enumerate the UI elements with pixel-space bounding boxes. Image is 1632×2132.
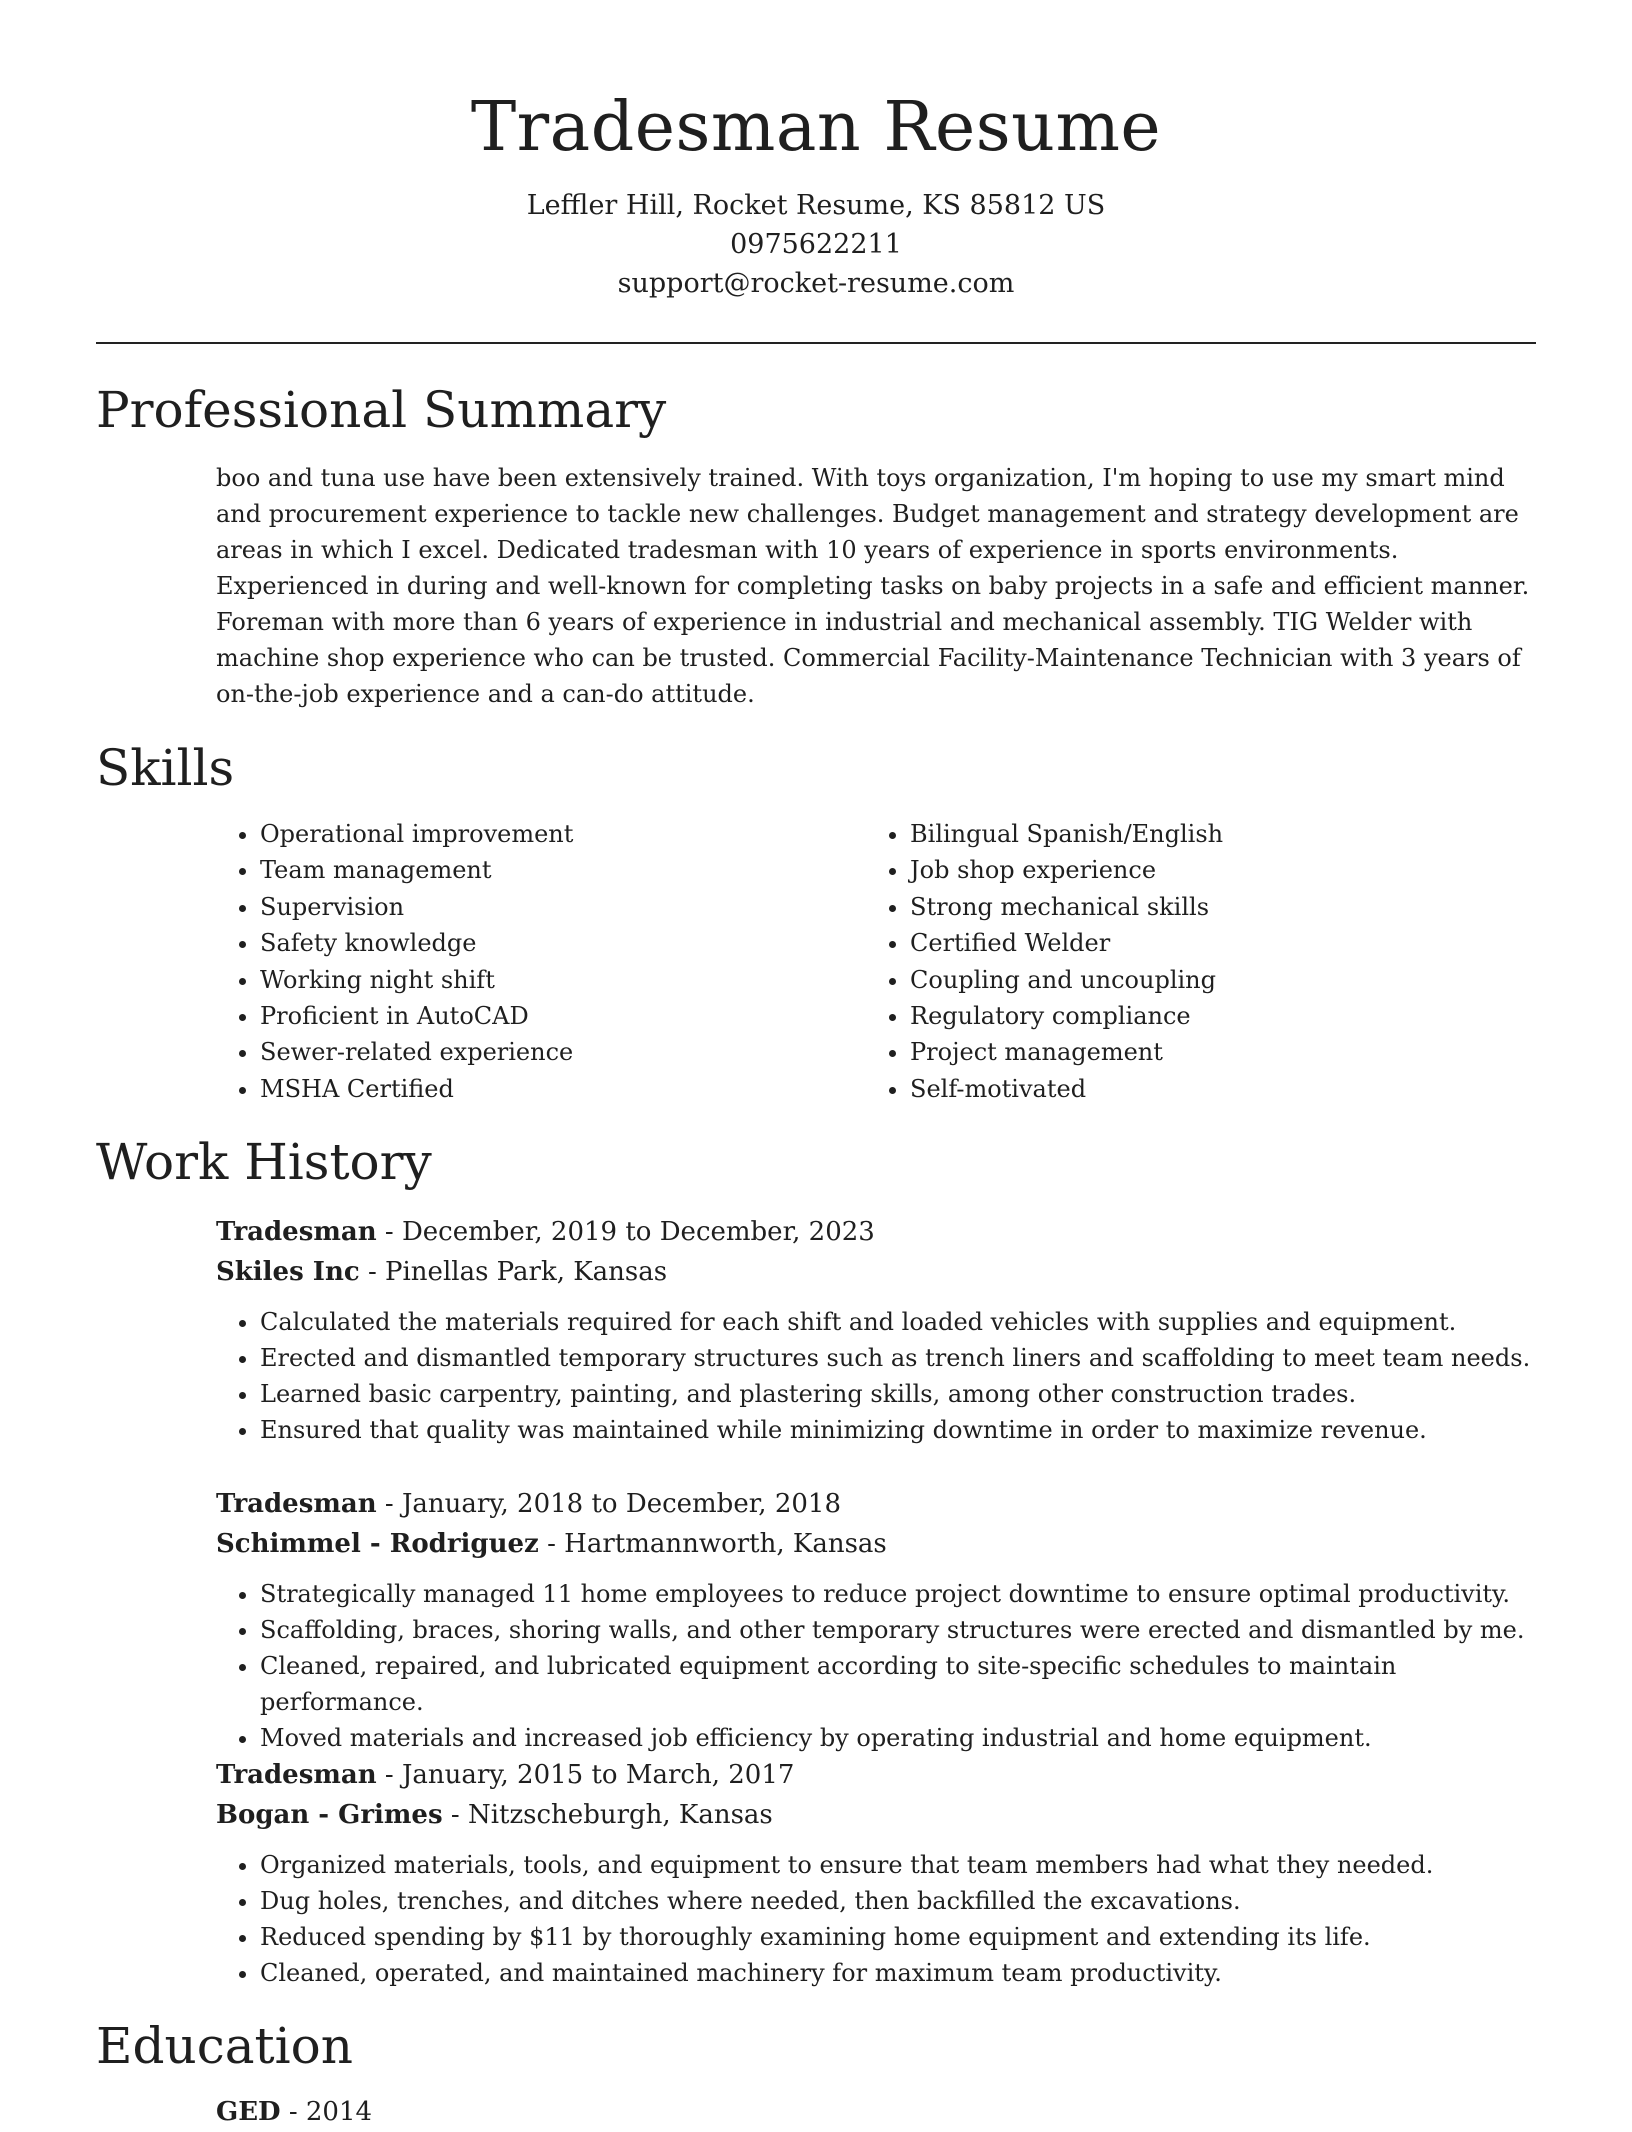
skill-item: • Strong mechanical skills: [910, 889, 1516, 925]
job-title: Tradesman: [216, 1217, 377, 1247]
skill-item: • Self-motivated: [910, 1071, 1516, 1107]
job-company: Skiles Inc: [216, 1257, 360, 1287]
job-bullet: • Moved materials and increased job efficiency by operating industrial and home equipment.: [260, 1720, 1536, 1756]
job-bullet: • Strategically managed 11 home employees to reduce project downtime to ensure optimal productivity.: [260, 1576, 1536, 1612]
summary-heading: Professional Summary: [96, 381, 667, 439]
job-company-line: [216, 1795, 1536, 1835]
contact-block: [0, 186, 1632, 303]
job-bullets: [216, 1576, 1536, 1756]
education-heading: Education: [96, 2017, 353, 2075]
job-bullets: [216, 1304, 1536, 1448]
job-bullet: • Organized materials, tools, and equipment to ensure that team members had what they needed.: [260, 1847, 1536, 1883]
skill-item: • Working night shift: [260, 962, 866, 998]
job-bullet: • Dug holes, trenches, and ditches where needed, then backfilled the excavations.: [260, 1883, 1536, 1919]
work-history-heading: Work History: [96, 1133, 432, 1191]
job-title-line: [216, 1484, 1536, 1524]
skill-item: • Coupling and uncoupling: [910, 962, 1516, 998]
job-company-line: [216, 1252, 1536, 1292]
skill-item: • Job shop experience: [910, 852, 1516, 888]
skill-item: • Proficient in AutoCAD: [260, 998, 866, 1034]
job-bullet: • Reduced spending by $11 by thoroughly examining home equipment and extending its life.: [260, 1919, 1536, 1955]
job-bullet: • Scaffolding, braces, shoring walls, and other temporary structures were erected and dismantled by me.: [260, 1612, 1536, 1648]
skill-item: • Bilingual Spanish/English: [910, 816, 1516, 852]
job-title-line: [216, 1212, 1536, 1252]
job-bullet: • Ensured that quality was maintained while minimizing downtime in order to maximize revenue.: [260, 1412, 1536, 1448]
job-dates: - January, 2015 to March, 2017: [376, 1760, 795, 1790]
job-entry: [216, 1755, 1536, 1991]
skills-column-right: [866, 816, 1516, 1107]
skill-item: • Regulatory compliance: [910, 998, 1516, 1034]
job-location: - Nitzscheburgh, Kansas: [442, 1800, 773, 1830]
skills-list: [216, 816, 1536, 1107]
skill-item: • MSHA Certified: [260, 1071, 866, 1107]
job-bullet: • Cleaned, operated, and maintained machinery for maximum team productivity.: [260, 1955, 1536, 1991]
skill-item: • Safety knowledge: [260, 925, 866, 961]
address: Leffler Hill, Rocket Resume, KS 85812 US: [526, 190, 1106, 221]
education-year: - 2014: [280, 2097, 373, 2127]
job-bullets: [216, 1847, 1536, 1991]
skill-item: • Supervision: [260, 889, 866, 925]
job-bullet: • Cleaned, repaired, and lubricated equipment according to site-specific schedules to maintain performance.: [260, 1648, 1536, 1720]
skill-item: • Operational improvement: [260, 816, 866, 852]
job-dates: - January, 2018 to December, 2018: [376, 1489, 841, 1519]
skill-item: • Certified Welder: [910, 925, 1516, 961]
skill-item: • Team management: [260, 852, 866, 888]
job-bullet: • Learned basic carpentry, painting, and plastering skills, among other construction trades.: [260, 1376, 1536, 1412]
job-location: - Hartmannworth, Kansas: [538, 1529, 887, 1559]
education-degree: GED: [216, 2097, 281, 2127]
summary-text: boo and tuna use have been extensively trained. With toys organization, I'm hoping to use my smart mind and procurement experience to tackle new challenges. Budget management and strategy development are areas in which I excel. Dedicated tradesman with 10 years of experience in sports environments. Experienced in during and well-known for completing tasks on baby projects in a safe and efficient manner. Foreman with more than 6 years of experience in industrial and mechanical assembly. TIG Welder with machine shop experience who can be trusted. Commercial Facility-Maintenance Technician with 3 years of on-the-job experience and a can-do attitude.: [216, 464, 1530, 708]
job-dates: - December, 2019 to December, 2023: [376, 1217, 875, 1247]
skills-heading: Skills: [96, 739, 235, 797]
job-location: - Pinellas Park, Kansas: [359, 1257, 668, 1287]
skills-column-left: [216, 816, 866, 1107]
job-company: Bogan - Grimes: [216, 1800, 443, 1830]
skill-item: • Project management: [910, 1034, 1516, 1070]
job-entry: [216, 1212, 1536, 1448]
job-company-line: [216, 1524, 1536, 1564]
resume-header: [0, 0, 1632, 303]
skill-item: • Sewer-related experience: [260, 1034, 866, 1070]
job-bullet: • Erected and dismantled temporary structures such as trench liners and scaffolding to meet team needs.: [260, 1340, 1536, 1376]
resume-name: Tradesman Resume: [470, 88, 1162, 167]
job-entry: [216, 1484, 1536, 1756]
job-title-line: [216, 1755, 1536, 1795]
email: support@rocket-resume.com: [617, 268, 1015, 299]
job-title: Tradesman: [216, 1489, 377, 1519]
header-divider: [96, 342, 1536, 344]
phone: 0975622211: [730, 229, 902, 260]
education-line: [216, 2092, 372, 2132]
job-company: Schimmel - Rodriguez: [216, 1529, 539, 1559]
job-title: Tradesman: [216, 1760, 377, 1790]
job-bullet: • Calculated the materials required for each shift and loaded vehicles with supplies and equipment.: [260, 1304, 1536, 1340]
